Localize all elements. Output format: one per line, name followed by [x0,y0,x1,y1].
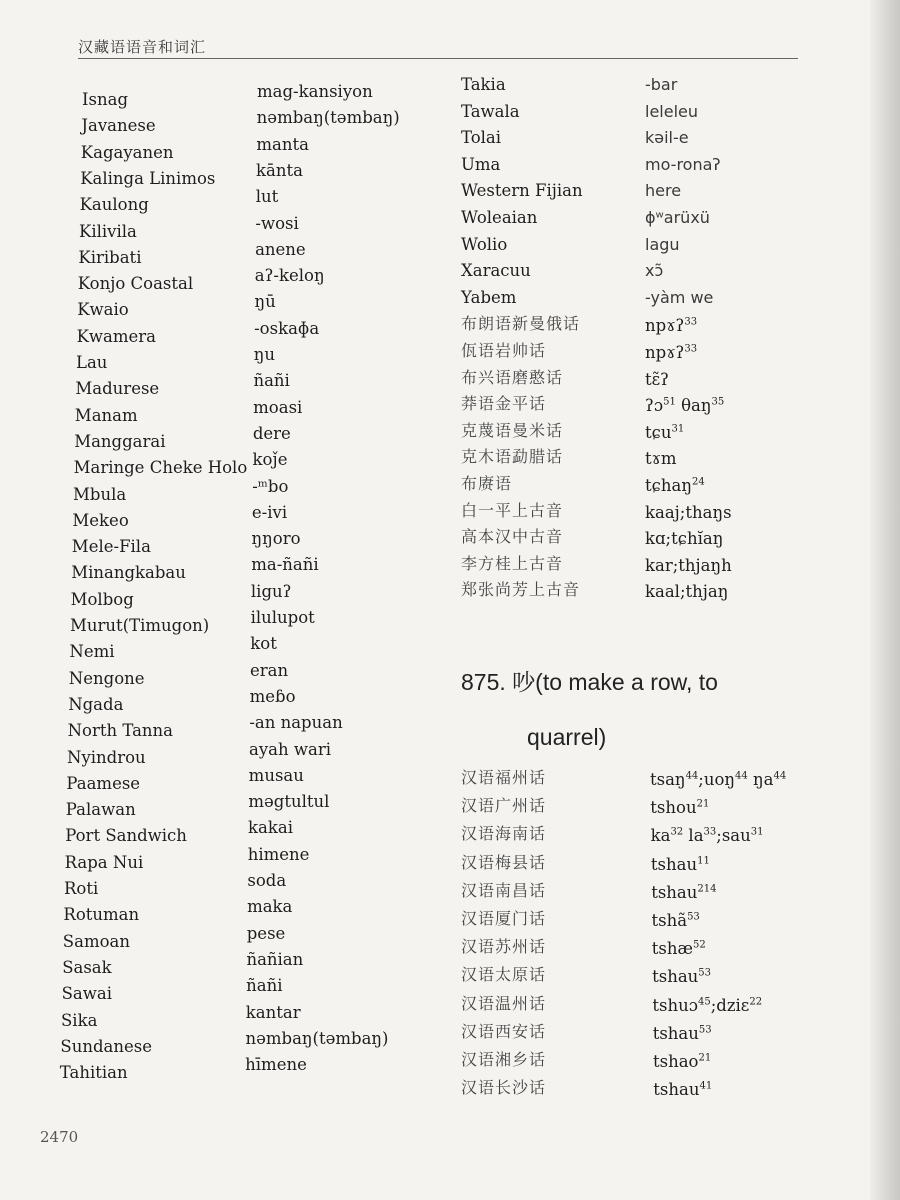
form-text: kaaj;thaŋs [645,502,732,522]
form-text: npɤʔ [645,343,685,362]
language-name: Woleaian [461,208,538,227]
form-text: tshau [653,1080,700,1100]
word-form [645,261,663,281]
language-name: 克木语勐腊话 [461,447,564,467]
word-form: liguʔ [250,581,292,601]
language-name: Sika [61,1010,98,1030]
language-name: Sawai [61,984,112,1004]
language-name: Murut(Timugon) [70,616,210,635]
word-form: kot [250,634,277,654]
word-form [645,503,732,523]
language-name: Kwaio [77,300,129,320]
language-name: 布赓语 [461,474,513,493]
tone-mark: 31 [750,826,764,838]
form-text: ʔɔ [645,396,664,416]
word-form [645,155,721,175]
dialect-name: 汉语长沙话 [461,1078,547,1098]
word-form [645,102,698,122]
word-form [645,449,677,469]
form-text: -bar [645,75,678,94]
word-form [650,798,709,818]
language-name: 白一平上古音 [461,500,564,520]
language-name: Port Sandwich [65,826,187,846]
word-form: himene [247,844,310,864]
language-name: Kalinga Linimos [80,168,216,188]
language-name: Kagayanen [80,142,174,162]
section-heading [461,668,718,696]
form-text: tshã [651,911,688,930]
word-form [645,396,724,416]
word-form: -wosi [255,213,299,233]
language-name: Manggarai [74,431,166,451]
form-text: tshuɔ [652,995,698,1015]
language-name: Mekeo [72,510,129,530]
form-text: tɕu [645,422,672,442]
word-form: lut [255,187,279,207]
word-form [653,1052,711,1072]
entry-number: 875. [461,669,506,695]
tone-mark: 32 [670,826,684,838]
language-name: 佤语岩帅话 [461,341,547,360]
word-form [645,370,669,390]
form-text: tshæ [651,939,694,959]
word-form: manta [256,134,309,154]
word-form: məgtultul [248,792,330,812]
word-form [645,476,705,496]
form-text: tshau [652,1023,699,1043]
language-name: Konjo Coastal [77,274,194,294]
dialect-name: 汉语海南话 [461,824,547,844]
form-text: lagu [645,234,680,254]
word-form: dere [252,423,291,443]
form-text: la [683,826,704,846]
word-form: -an napuan [249,713,343,733]
word-form [645,75,677,95]
language-name: 郑张尚芳上古音 [461,580,581,600]
form-text: xɔ̃ [645,261,664,281]
word-form: koǰe [252,450,288,470]
language-name: Kiribati [78,247,142,267]
tone-mark: 51 [663,396,676,408]
form-text: ka [650,826,671,846]
language-name: Palawan [65,800,136,820]
word-form: anene [255,239,306,259]
form-text: tshau [651,882,698,902]
word-form [652,967,711,987]
language-name: 莽语金平话 [461,394,547,414]
word-form [645,529,723,549]
language-name: Wolio [461,234,508,254]
word-form: maka [247,897,293,917]
form-text: tɛ̃ʔ [645,369,670,389]
word-form: musau [248,765,304,785]
form-text: tshau [650,854,698,874]
tone-mark: 214 [697,883,717,895]
word-form [645,556,732,576]
tone-mark: 33 [684,316,698,328]
word-form: ŋu [253,345,276,364]
word-form [645,423,684,443]
page-number: 2470 [40,1128,79,1146]
word-form: aʔ-keloŋ [254,266,325,286]
entry-headword: 吵 [512,669,536,695]
page-edge-shadow [870,0,900,1200]
language-name: Nengone [68,668,145,688]
word-form: ŋū [254,292,276,312]
language-name: Molbog [70,589,134,609]
form-text: ɸʷarüxü [645,208,710,227]
language-name: Yabem [461,287,517,307]
language-name: Mbula [73,484,127,504]
word-form: ilulupot [250,608,315,627]
word-form [645,288,713,308]
language-name: Kaulong [79,195,149,215]
language-name: Rotuman [63,905,140,925]
dialect-name: 汉语湘乡话 [461,1050,547,1069]
word-form [651,826,764,846]
tone-mark: 44 [735,770,748,782]
language-name: Ngada [68,694,124,714]
tone-mark: 11 [697,855,710,867]
word-form: -ᵐbo [252,476,289,496]
word-form: nəmbaŋ(təmbaŋ) [256,108,400,128]
tone-mark: 45 [697,996,711,1008]
language-name: Roti [64,879,99,898]
word-form: ñañi [253,371,290,391]
language-name: Tahitian [59,1063,128,1083]
language-name: Sundanese [60,1036,152,1056]
language-name: Paamese [66,773,141,793]
language-name: Madurese [75,379,160,399]
tone-mark: 53 [698,1024,712,1036]
word-form [651,855,710,875]
word-form: kānta [256,160,303,180]
form-text: leleleu [645,101,699,121]
word-form [645,343,697,363]
dialect-name: 汉语西安话 [461,1021,547,1041]
language-name: Javanese [81,116,156,136]
language-name: North Tanna [67,721,174,741]
language-name: Xaracuu [461,261,531,281]
word-form: meɓo [249,686,296,706]
form-text: here [645,181,682,201]
dialect-name: 汉语厦门话 [461,909,547,928]
form-text: ŋa [747,770,774,789]
language-name: Takia [461,75,506,94]
form-text: tɕhaŋ [645,476,692,495]
tone-mark: 52 [693,939,706,951]
tone-mark: 22 [749,996,763,1008]
section-heading-cont: quarrel) [527,724,607,750]
form-text: θaŋ [675,396,712,416]
word-form [645,316,697,336]
form-text: kaal;thjaŋ [645,582,729,602]
language-name: Minangkabau [71,563,186,583]
language-name: Uma [461,154,501,174]
form-text: tsaŋ [650,770,686,789]
language-name: Nemi [69,642,115,662]
tone-mark: 44 [773,770,787,782]
tone-mark: 53 [698,967,712,979]
tone-mark: 41 [699,1080,713,1092]
tone-mark: 21 [696,798,710,810]
form-text: npɤʔ [645,316,685,336]
word-form: ayah wari [249,739,331,759]
tone-mark: 33 [684,343,698,355]
word-form: moasi [253,397,303,417]
form-text: tshau [652,967,699,987]
tone-mark: 33 [703,826,717,838]
language-name: Mele-Fila [71,537,151,557]
language-name: Kilivila [79,221,137,241]
form-text: tshou [650,798,697,818]
word-form [653,1024,712,1044]
language-name: Western Fijian [461,181,583,201]
form-text: tshao [653,1052,699,1071]
form-text: kɑ;tɕhĭaŋ [645,529,724,549]
language-name: Nyindrou [67,747,146,767]
language-name: Samoan [62,931,130,951]
language-name: Kwamera [76,326,157,346]
dialect-name: 汉语福州话 [461,768,547,787]
word-form [645,208,710,228]
word-form [652,996,762,1016]
form-text: kar;thjaŋh [645,555,732,575]
word-form [645,235,680,255]
dialect-name: 汉语广州话 [461,796,547,816]
language-name: Manam [74,405,138,425]
word-form: ma-ñañi [251,555,319,575]
tone-mark: 44 [685,770,699,782]
dialect-name: 汉语梅县话 [461,852,547,872]
word-form: soda [247,871,287,890]
word-form [651,883,716,903]
dialect-name: 汉语温州话 [461,993,547,1013]
language-name: Rapa Nui [64,852,144,872]
language-name: Isnag [82,90,129,109]
entry-gloss: (to make a row, to [535,669,718,695]
language-name: 布兴语磨憨话 [461,367,564,387]
language-name: Sasak [62,957,112,977]
language-name: 克蔑语曼米话 [461,420,564,440]
dialect-name: 汉语南昌话 [461,880,547,900]
word-form: mag-kansiyon [257,82,373,101]
word-form [645,181,681,201]
dialect-name: 汉语太原话 [461,965,547,985]
language-name: 布朗语新曼俄话 [461,314,581,334]
dialect-name: 汉语苏州话 [461,937,547,957]
tone-mark: 53 [687,911,700,923]
form-text: tɤm [645,449,677,469]
word-form [653,1080,712,1100]
tone-mark: 31 [671,423,685,435]
word-form: hīmene [245,1055,307,1075]
word-form: ŋŋoro [251,529,301,549]
language-name: Tolai [461,128,502,148]
word-form [650,770,786,790]
language-name: 李方桂上古音 [461,553,564,573]
language-name: 高本汉中古音 [461,527,564,547]
form-text: kəil-e [645,128,689,148]
tone-mark: 35 [711,396,725,408]
form-text: mo-ronaʔ [645,154,721,174]
language-name: Maringe Cheke Holo [73,458,248,478]
language-name: Tawala [461,101,520,121]
form-text: ;sau [716,826,751,846]
word-form [645,128,689,148]
tone-mark: 21 [698,1052,712,1064]
word-form: -oskaɸa [254,318,320,338]
word-form: nəmbaŋ(təmbaŋ) [245,1028,389,1048]
word-form: ñañian [246,949,304,969]
word-form [652,939,706,959]
word-form [652,911,700,931]
running-header: 汉藏语语音和词汇 [78,38,207,56]
form-text: ;uoŋ [698,770,736,789]
word-form: ñañi [246,976,283,996]
language-name: Lau [76,353,108,372]
form-text: -yàm we [645,287,714,307]
word-form: pese [246,923,286,943]
word-form: kakai [248,818,293,838]
header-rule [78,58,798,59]
tone-mark: 24 [691,476,705,488]
word-form: kantar [245,1002,301,1022]
word-form: e-ivi [251,502,288,522]
word-form: eran [249,660,289,680]
word-form [645,582,728,602]
form-text: ;dziɛ [710,995,750,1015]
